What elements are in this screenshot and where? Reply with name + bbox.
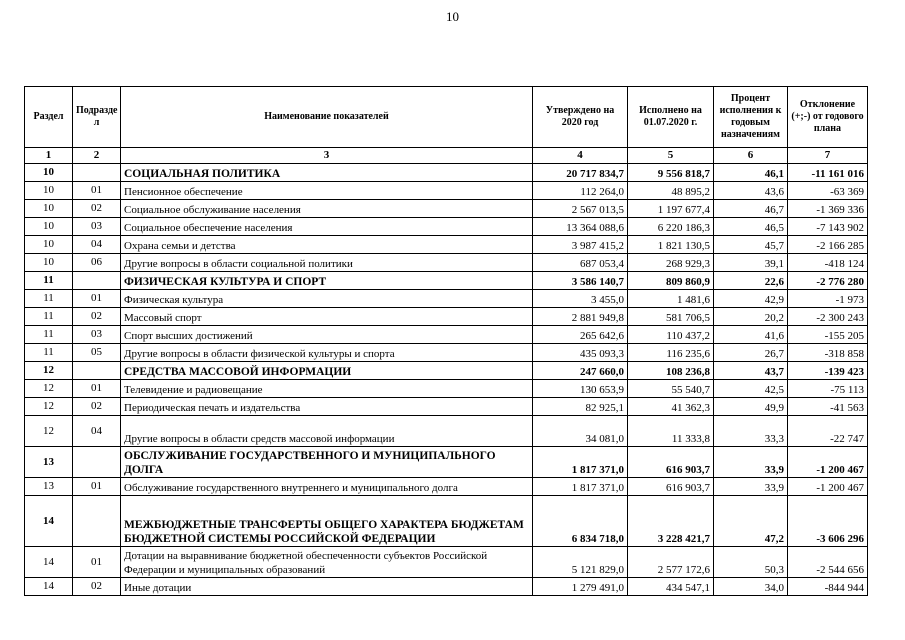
cell-subsection: 01 [73, 547, 121, 578]
cell-section: 11 [25, 308, 73, 326]
cell-executed: 1 197 677,4 [628, 200, 714, 218]
cell-percent: 41,6 [714, 326, 788, 344]
header-approved: Утверждено на 2020 год [533, 87, 628, 148]
cell-deviation: -1 200 467 [788, 447, 868, 478]
table-row [25, 478, 868, 496]
cell-subsection [73, 362, 121, 380]
cell-name: ОБСЛУЖИВАНИЕ ГОСУДАРСТВЕННОГО И МУНИЦИПАЛЬНОГО ДОЛГА [121, 447, 533, 478]
table-row [25, 578, 868, 596]
header-row [25, 87, 868, 148]
section-total-row [25, 447, 868, 478]
cell-executed: 809 860,9 [628, 272, 714, 290]
column-number: 4 [533, 148, 628, 164]
cell-deviation: -63 369 [788, 182, 868, 200]
cell-name: Обслуживание государственного внутреннего и муниципального долга [121, 478, 533, 496]
section-total-row [25, 496, 868, 547]
section-total-row [25, 362, 868, 380]
cell-percent: 42,9 [714, 290, 788, 308]
cell-executed: 2 577 172,6 [628, 547, 714, 578]
cell-subsection: 03 [73, 218, 121, 236]
cell-deviation: -139 423 [788, 362, 868, 380]
table-row [25, 200, 868, 218]
table-row [25, 308, 868, 326]
cell-section: 10 [25, 254, 73, 272]
cell-percent: 20,2 [714, 308, 788, 326]
cell-section: 11 [25, 344, 73, 362]
cell-deviation: -11 161 016 [788, 164, 868, 182]
cell-name: Телевидение и радиовещание [121, 380, 533, 398]
cell-subsection: 01 [73, 290, 121, 308]
cell-subsection [73, 496, 121, 547]
cell-name: Дотации на выравнивание бюджетной обеспеченности субъектов Российской Федерации и муниципальных образований [121, 547, 533, 578]
table-row [25, 547, 868, 578]
cell-executed: 581 706,5 [628, 308, 714, 326]
cell-section: 14 [25, 547, 73, 578]
cell-subsection [73, 447, 121, 478]
cell-deviation: -155 205 [788, 326, 868, 344]
cell-percent: 49,9 [714, 398, 788, 416]
cell-percent: 46,1 [714, 164, 788, 182]
cell-section: 10 [25, 236, 73, 254]
table-row [25, 182, 868, 200]
cell-percent: 46,7 [714, 200, 788, 218]
cell-approved: 3 987 415,2 [533, 236, 628, 254]
cell-subsection: 03 [73, 326, 121, 344]
cell-name: Массовый спорт [121, 308, 533, 326]
cell-deviation: -2 300 243 [788, 308, 868, 326]
column-number-row [25, 148, 868, 164]
cell-approved: 2 881 949,8 [533, 308, 628, 326]
cell-section: 10 [25, 218, 73, 236]
cell-executed: 108 236,8 [628, 362, 714, 380]
cell-approved: 5 121 829,0 [533, 547, 628, 578]
cell-executed: 55 540,7 [628, 380, 714, 398]
table-row [25, 218, 868, 236]
column-number: 3 [121, 148, 533, 164]
cell-name: ФИЗИЧЕСКАЯ КУЛЬТУРА И СПОРТ [121, 272, 533, 290]
cell-subsection: 02 [73, 200, 121, 218]
table-row [25, 236, 868, 254]
cell-deviation: -318 858 [788, 344, 868, 362]
cell-approved: 1 817 371,0 [533, 478, 628, 496]
cell-executed: 11 333,8 [628, 416, 714, 447]
table-row [25, 416, 868, 447]
cell-name: Физическая культура [121, 290, 533, 308]
cell-approved: 435 093,3 [533, 344, 628, 362]
cell-deviation: -2 776 280 [788, 272, 868, 290]
cell-name: Другие вопросы в области социальной политики [121, 254, 533, 272]
cell-section: 13 [25, 478, 73, 496]
cell-executed: 1 481,6 [628, 290, 714, 308]
table-row [25, 326, 868, 344]
cell-name: Пенсионное обеспечение [121, 182, 533, 200]
cell-percent: 26,7 [714, 344, 788, 362]
cell-percent: 42,5 [714, 380, 788, 398]
cell-subsection [73, 164, 121, 182]
header-section: Раздел [25, 87, 73, 148]
cell-approved: 687 053,4 [533, 254, 628, 272]
cell-name: Другие вопросы в области средств массовой информации [121, 416, 533, 447]
cell-name: СОЦИАЛЬНАЯ ПОЛИТИКА [121, 164, 533, 182]
cell-subsection: 02 [73, 308, 121, 326]
cell-approved: 2 567 013,5 [533, 200, 628, 218]
cell-name: Другие вопросы в области физической культуры и спорта [121, 344, 533, 362]
section-total-row [25, 272, 868, 290]
cell-executed: 9 556 818,7 [628, 164, 714, 182]
cell-percent: 43,7 [714, 362, 788, 380]
cell-section: 14 [25, 496, 73, 547]
cell-percent: 33,9 [714, 447, 788, 478]
header-deviation: Отклонение (+;-) от годового плана [788, 87, 868, 148]
column-number: 2 [73, 148, 121, 164]
cell-name: Социальное обеспечение населения [121, 218, 533, 236]
cell-section: 12 [25, 416, 73, 447]
section-total-row [25, 164, 868, 182]
cell-deviation: -2 166 285 [788, 236, 868, 254]
table-row [25, 380, 868, 398]
cell-subsection: 01 [73, 380, 121, 398]
cell-deviation: -2 544 656 [788, 547, 868, 578]
cell-approved: 20 717 834,7 [533, 164, 628, 182]
cell-section: 12 [25, 380, 73, 398]
table-row [25, 290, 868, 308]
cell-approved: 34 081,0 [533, 416, 628, 447]
cell-executed: 268 929,3 [628, 254, 714, 272]
cell-percent: 45,7 [714, 236, 788, 254]
header-percent: Процент исполнения к годовым назначениям [714, 87, 788, 148]
cell-approved: 112 264,0 [533, 182, 628, 200]
cell-deviation: -22 747 [788, 416, 868, 447]
cell-subsection: 06 [73, 254, 121, 272]
cell-subsection [73, 272, 121, 290]
cell-subsection: 04 [73, 416, 121, 447]
cell-deviation: -3 606 296 [788, 496, 868, 547]
header-name: Наименование показателей [121, 87, 533, 148]
cell-approved: 6 834 718,0 [533, 496, 628, 547]
page-number: 10 [446, 9, 459, 24]
cell-section: 11 [25, 290, 73, 308]
cell-section: 14 [25, 578, 73, 596]
cell-percent: 43,6 [714, 182, 788, 200]
cell-approved: 3 455,0 [533, 290, 628, 308]
cell-name: Иные дотации [121, 578, 533, 596]
cell-percent: 34,0 [714, 578, 788, 596]
cell-name: Спорт высших достижений [121, 326, 533, 344]
cell-section: 10 [25, 200, 73, 218]
cell-executed: 434 547,1 [628, 578, 714, 596]
cell-percent: 22,6 [714, 272, 788, 290]
column-number: 5 [628, 148, 714, 164]
cell-subsection: 05 [73, 344, 121, 362]
cell-percent: 47,2 [714, 496, 788, 547]
cell-executed: 616 903,7 [628, 478, 714, 496]
cell-approved: 13 364 088,6 [533, 218, 628, 236]
cell-executed: 3 228 421,7 [628, 496, 714, 547]
cell-approved: 82 925,1 [533, 398, 628, 416]
cell-deviation: -7 143 902 [788, 218, 868, 236]
cell-section: 12 [25, 398, 73, 416]
header-subsection: Подразде л [73, 87, 121, 148]
cell-subsection: 02 [73, 398, 121, 416]
cell-deviation: -1 200 467 [788, 478, 868, 496]
table-row [25, 254, 868, 272]
cell-subsection: 01 [73, 478, 121, 496]
cell-approved: 130 653,9 [533, 380, 628, 398]
cell-subsection: 02 [73, 578, 121, 596]
cell-approved: 265 642,6 [533, 326, 628, 344]
column-number: 1 [25, 148, 73, 164]
cell-executed: 48 895,2 [628, 182, 714, 200]
cell-approved: 1 817 371,0 [533, 447, 628, 478]
cell-executed: 41 362,3 [628, 398, 714, 416]
cell-section: 10 [25, 164, 73, 182]
cell-approved: 247 660,0 [533, 362, 628, 380]
cell-approved: 1 279 491,0 [533, 578, 628, 596]
cell-executed: 6 220 186,3 [628, 218, 714, 236]
cell-deviation: -1 973 [788, 290, 868, 308]
cell-executed: 1 821 130,5 [628, 236, 714, 254]
cell-name: Социальное обслуживание населения [121, 200, 533, 218]
table-row [25, 398, 868, 416]
cell-deviation: -75 113 [788, 380, 868, 398]
cell-name: Периодическая печать и издательства [121, 398, 533, 416]
cell-percent: 33,9 [714, 478, 788, 496]
cell-percent: 46,5 [714, 218, 788, 236]
budget-table [24, 86, 868, 596]
cell-percent: 33,3 [714, 416, 788, 447]
cell-name: МЕЖБЮДЖЕТНЫЕ ТРАНСФЕРТЫ ОБЩЕГО ХАРАКТЕРА БЮДЖЕТАМ БЮДЖЕТНОЙ СИСТЕМЫ РОССИЙСКОЙ ФЕДЕРАЦИИ [121, 496, 533, 547]
cell-section: 11 [25, 326, 73, 344]
cell-percent: 50,3 [714, 547, 788, 578]
cell-approved: 3 586 140,7 [533, 272, 628, 290]
cell-subsection: 01 [73, 182, 121, 200]
cell-deviation: -418 124 [788, 254, 868, 272]
cell-deviation: -41 563 [788, 398, 868, 416]
cell-name: СРЕДСТВА МАССОВОЙ ИНФОРМАЦИИ [121, 362, 533, 380]
cell-section: 10 [25, 182, 73, 200]
cell-section: 11 [25, 272, 73, 290]
cell-executed: 616 903,7 [628, 447, 714, 478]
cell-section: 13 [25, 447, 73, 478]
cell-subsection: 04 [73, 236, 121, 254]
table-row [25, 344, 868, 362]
cell-deviation: -844 944 [788, 578, 868, 596]
cell-executed: 110 437,2 [628, 326, 714, 344]
cell-executed: 116 235,6 [628, 344, 714, 362]
header-executed: Исполнено на 01.07.2020 г. [628, 87, 714, 148]
cell-name: Охрана семьи и детства [121, 236, 533, 254]
cell-percent: 39,1 [714, 254, 788, 272]
column-number: 6 [714, 148, 788, 164]
column-number: 7 [788, 148, 868, 164]
cell-section: 12 [25, 362, 73, 380]
cell-deviation: -1 369 336 [788, 200, 868, 218]
